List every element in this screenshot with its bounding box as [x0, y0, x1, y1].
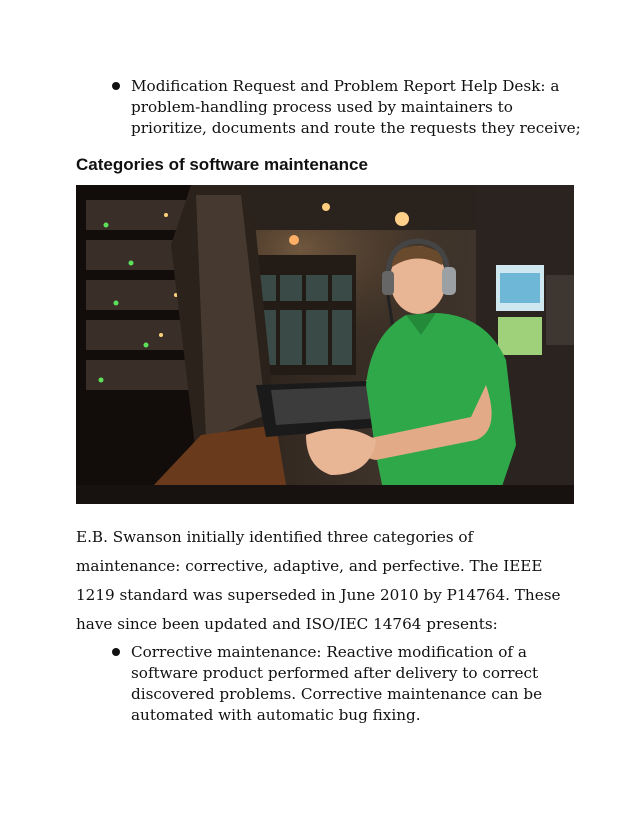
bullet-icon [112, 82, 120, 90]
list-item-text: Corrective maintenance: Reactive modification of a software product performed after delivery to correct discovered problems. Corrective maintenance can be automated with automatic bug fixing. [131, 643, 543, 724]
bullet-list-top [112, 76, 582, 139]
list-item [112, 76, 582, 139]
photo-sailor-at-console [76, 185, 574, 504]
section-heading: Categories of software maintenance [76, 155, 368, 174]
bullet-icon [112, 648, 120, 656]
ceiling-light [395, 212, 409, 226]
bullet-list-bottom [112, 642, 582, 726]
person-shirt [366, 313, 516, 504]
body-paragraph: E.B. Swanson initially identified three categories of maintenance: corrective, adaptive, and perfective. The IEEE 1219 standard was superseded in June 2010 by P14764. These have since been updated and ISO/IEC 14764 presents: [76, 528, 561, 633]
list-item-text: Modification Request and Problem Report Help Desk: a problem-handling process used by maintainers to prioritize, documents and route the requests they receive; [131, 77, 581, 137]
list-item [112, 642, 582, 726]
